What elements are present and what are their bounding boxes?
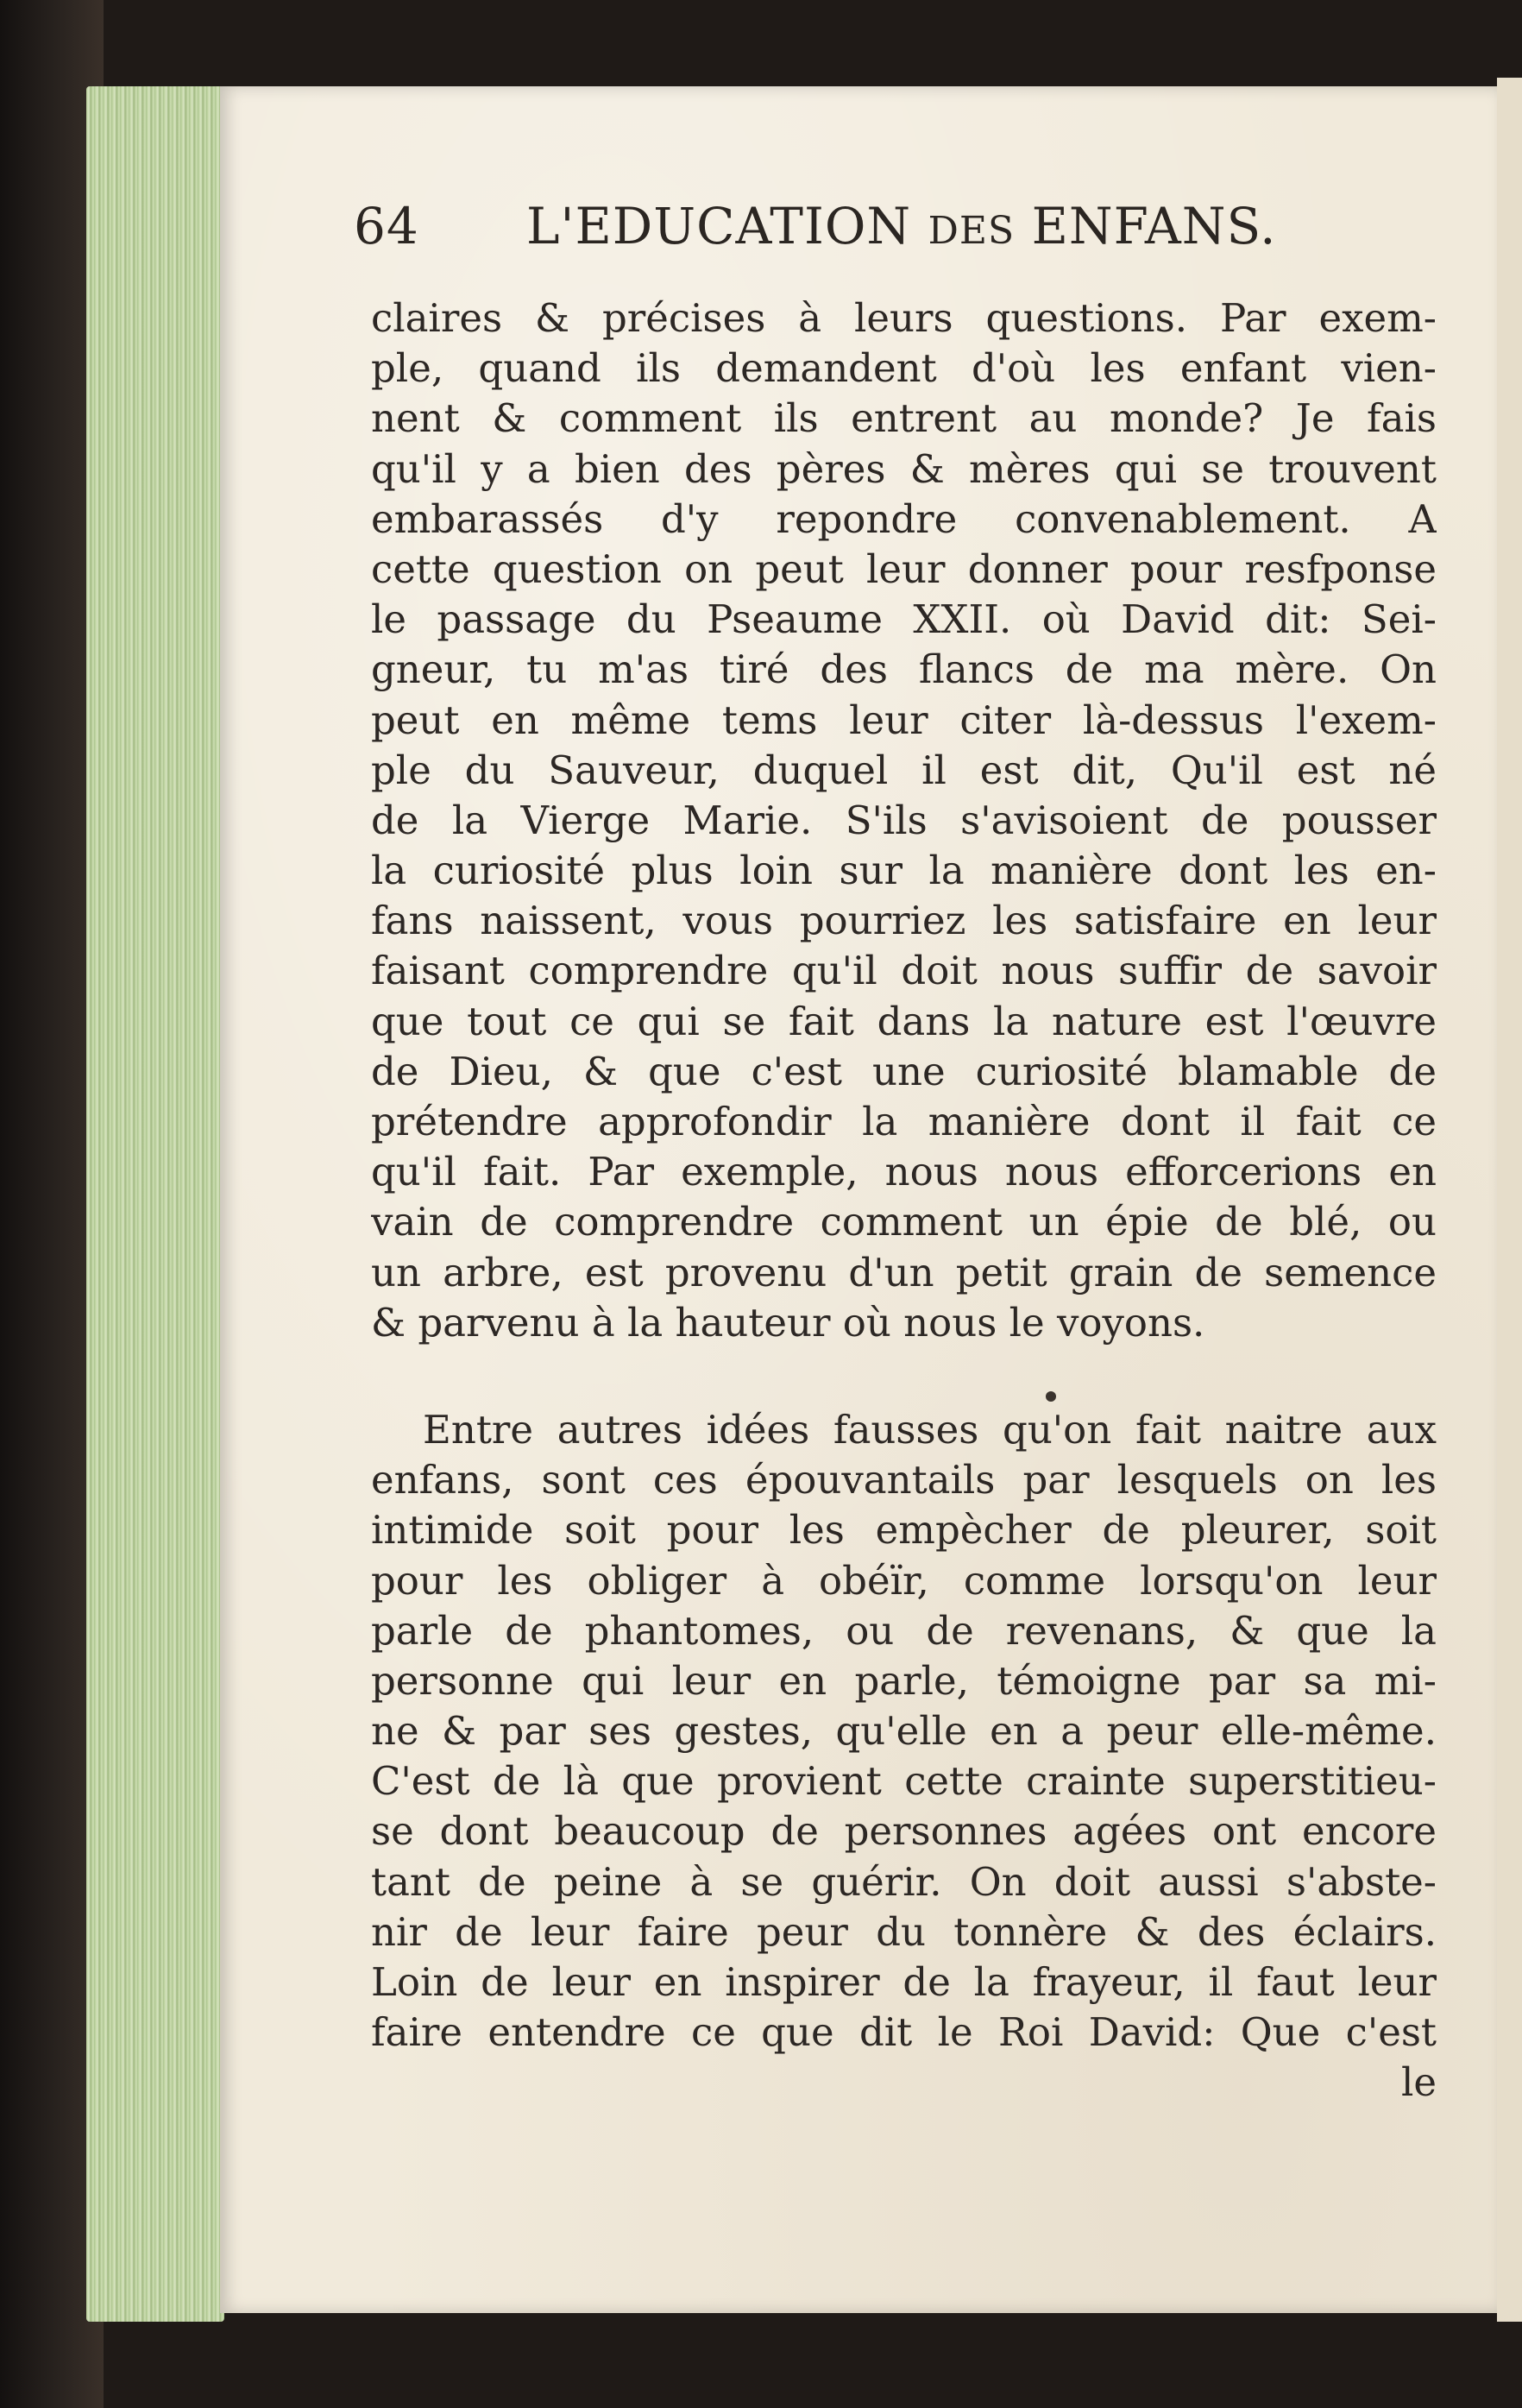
text-line: peut en même tems leur citer là-dessus l'exem- xyxy=(371,697,1437,743)
running-head-part2: DES xyxy=(928,209,1016,253)
text-line: qu'il y a bien des pères & mères qui se trouvent xyxy=(371,445,1437,492)
text-line: gneur, tu m'as tiré des flancs de ma mère. On xyxy=(371,646,1437,693)
body-text xyxy=(371,293,1437,2109)
text-line: faire entendre ce que dit le Roi David: Que c'est xyxy=(371,2009,1437,2056)
text-line: nent & comment ils entrent au monde? Je fais xyxy=(371,395,1437,442)
page-right-edge xyxy=(1497,78,1522,2322)
text-line: le passage du Pseaume XXII. où David dit: Sei- xyxy=(371,596,1437,643)
text-line: pour les obliger à obéïr, comme lorsqu'on leur xyxy=(371,1557,1437,1604)
text-line: tant de peine à se guérir. On doit aussi s'abste- xyxy=(371,1858,1437,1905)
text-line: parle de phantomes, ou de revenans, & que la xyxy=(371,1607,1437,1654)
text-line: qu'il fait. Par exemple, nous nous efforcerions en xyxy=(371,1149,1437,1195)
text-line: intimide soit pour les empècher de pleurer, soit xyxy=(371,1507,1437,1554)
page-number: 64 xyxy=(354,197,419,255)
text-line: Loin de leur en inspirer de la frayeur, il faut leur xyxy=(371,1959,1437,2005)
text-line: se dont beaucoup de personnes agées ont encore xyxy=(371,1808,1437,1855)
paragraph-gap xyxy=(371,1348,1437,1405)
text-line: ple, quand ils demandent d'où les enfant vien- xyxy=(371,345,1437,392)
paragraph-2 xyxy=(371,1405,1437,2109)
catchword: le xyxy=(1400,2059,1437,2106)
page-edges xyxy=(86,86,224,2322)
text-line: que tout ce qui se fait dans la nature est l'œuvre xyxy=(371,998,1437,1044)
text-line: C'est de là que provient cette crainte superstitieu- xyxy=(371,1758,1437,1805)
text-line: nir de leur faire peur du tonnère & des éclairs. xyxy=(371,1908,1437,1955)
text-line: faisant comprendre qu'il doit nous suffir de savoir xyxy=(371,948,1437,994)
text-line: & parvenu à la hauteur où nous le voyons. xyxy=(371,1299,1205,1346)
page-header xyxy=(354,197,1441,274)
text-line: ne & par ses gestes, qu'elle en a peur elle-même. xyxy=(371,1708,1437,1755)
text-line: personne qui leur en parle, témoigne par sa mi- xyxy=(371,1657,1437,1704)
text-line: claires & précises à leurs questions. Par exem- xyxy=(371,295,1437,341)
text-line: enfans, sont ces épouvantails par lesquels on les xyxy=(371,1457,1437,1503)
running-head xyxy=(526,197,1277,255)
text-line: Entre autres idées fausses qu'on fait naitre aux xyxy=(423,1406,1437,1453)
text-line: de Dieu, & que c'est une curiosité blamable de xyxy=(371,1048,1437,1094)
text-line: embarassés d'y repondre convenablement. A xyxy=(371,495,1437,542)
text-line: vain de comprendre comment un épie de blé, ou xyxy=(371,1199,1437,1245)
ink-dot-ornament xyxy=(1046,1391,1056,1402)
text-line: prétendre approfondir la manière dont il fait ce xyxy=(371,1099,1437,1144)
text-line: un arbre, est provenu d'un petit grain de semence xyxy=(371,1249,1437,1295)
running-head-part1: L'EDUCATION xyxy=(526,197,928,255)
text-line: fans naissent, vous pourriez les satisfaire en leur xyxy=(371,898,1437,944)
text-line: ple du Sauveur, duquel il est dit, Qu'il est né xyxy=(371,747,1437,793)
running-head-part3: ENFANS. xyxy=(1015,197,1277,255)
paragraph-1 xyxy=(371,293,1437,1348)
text-line: de la Vierge Marie. S'ils s'avisoient de pousser xyxy=(371,797,1437,843)
text-line: cette question on peut leur donner pour resfponse xyxy=(371,545,1437,592)
text-line: la curiosité plus loin sur la manière dont les en- xyxy=(371,848,1437,894)
